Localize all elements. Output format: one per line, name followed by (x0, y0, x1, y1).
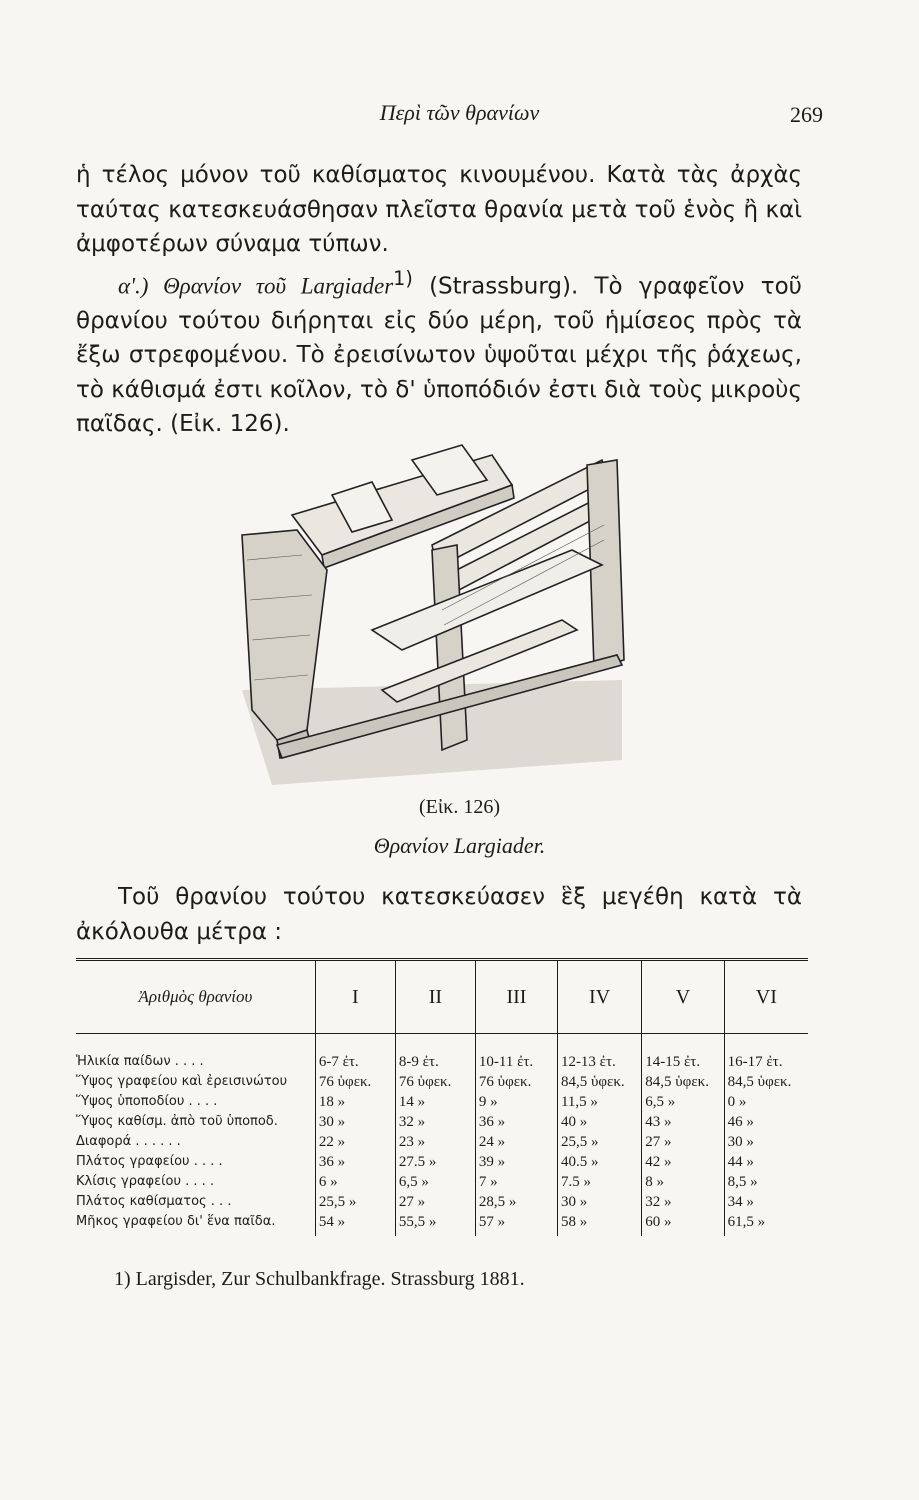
paragraph-2-text: (Strassburg). Τὸ γραφεῖον τοῦ θρανίου τούτου διήρηται εἰς δύο μέρη, τοῦ ἡμίσεος πρὸς τὰ ἔξω στρεφομένου. Τὸ ἐρεισίνωτον ὑψοῦται μέχρι τῆς ῥάχεως, τὸ κάθισμά ἐστι κοῖλον, τὸ δ' ὑποπόδιόν ἐστι διὰ τοὺς μικροὺς παῖδας. (Εἰκ. 126). (76, 273, 802, 438)
table-cell: 14 » (395, 1092, 475, 1112)
table-cell: 84,5 ὑφεκ. (642, 1072, 724, 1092)
table-cell: 10-11 ἐτ. (475, 1034, 557, 1073)
table-cell: 6,5 » (395, 1172, 475, 1192)
table-cell: 8,5 » (724, 1172, 808, 1192)
bench-illustration (232, 440, 632, 788)
table-cell: 40.5 » (557, 1152, 641, 1172)
table-row (76, 1172, 808, 1192)
table-cell: 84,5 ὑφεκ. (724, 1072, 808, 1092)
table-cell: 9 » (475, 1092, 557, 1112)
table-cell: 14-15 ἐτ. (642, 1034, 724, 1073)
row-label: Πλάτος γραφείου . . . . (76, 1154, 223, 1169)
school-bench-drawing (232, 440, 632, 788)
column-header: III (475, 960, 557, 1034)
column-header: V (642, 960, 724, 1034)
body-text (76, 158, 802, 442)
table-cell: 27 » (642, 1132, 724, 1152)
table-cell: 7.5 » (557, 1172, 641, 1192)
row-label: Πλάτος καθίσματος . . . (76, 1194, 232, 1209)
row-label: Ὕψος γραφείου καὶ ἐρεισινώτου (76, 1074, 288, 1089)
table-row (76, 1072, 808, 1092)
measurements-table (76, 958, 808, 1236)
section-heading: α'.) Θρανίον τοῦ Largiader (118, 273, 394, 299)
running-title: Περὶ τῶν θρανίων (379, 100, 540, 125)
row-header-label: Ἀριθμὸς θρανίου (138, 987, 253, 1006)
page-number: 269 (790, 102, 823, 127)
table-row (76, 1192, 808, 1212)
table-cell: 43 » (642, 1112, 724, 1132)
table-cell: 36 » (315, 1152, 395, 1172)
row-label: Ὕψος ὑποποδίου . . . . (76, 1094, 218, 1109)
table-row (76, 1034, 808, 1073)
table-row (76, 1132, 808, 1152)
table-cell: 76 ὑφεκ. (395, 1072, 475, 1092)
table-cell: 6 » (315, 1172, 395, 1192)
footnote: 1) Largisder, Zur Schulbankfrage. Strassburg 1881. (114, 1268, 525, 1290)
column-header: II (395, 960, 475, 1034)
table-cell: 30 » (557, 1192, 641, 1212)
table-header-row (76, 960, 808, 1034)
column-header: IV (557, 960, 641, 1034)
table-cell: 58 » (557, 1212, 641, 1236)
table-intro: Τοῦ θρανίου τούτου κατεσκεύασεν ἓξ μεγέθη κατὰ τὰ ἀκόλουθα μέτρα : (76, 884, 802, 945)
table-cell: 7 » (475, 1172, 557, 1192)
table-cell: 16-17 ἐτ. (724, 1034, 808, 1073)
table-row (76, 1152, 808, 1172)
row-label: Ἡλικία παίδων . . . . (76, 1054, 204, 1069)
table-row (76, 1212, 808, 1236)
footnote-mark: 1) (393, 266, 413, 290)
table-row (76, 1112, 808, 1132)
table-cell: 42 » (642, 1152, 724, 1172)
table-cell: 27.5 » (395, 1152, 475, 1172)
figure-title: Θρανίον Largiader. (373, 833, 546, 858)
table-cell: 84,5 ὑφεκ. (557, 1072, 641, 1092)
page-header (0, 100, 919, 140)
table-cell: 11,5 » (557, 1092, 641, 1112)
table-cell: 36 » (475, 1112, 557, 1132)
table-cell: 34 » (724, 1192, 808, 1212)
row-label: Κλίσις γραφείου . . . . (76, 1174, 215, 1189)
table-cell: 32 » (395, 1112, 475, 1132)
row-label: Διαφορά . . . . . . (76, 1134, 181, 1149)
table-cell: 30 » (724, 1132, 808, 1152)
table-cell: 39 » (475, 1152, 557, 1172)
table-cell: 6,5 » (642, 1092, 724, 1112)
table-cell: 8 » (642, 1172, 724, 1192)
table-cell: 46 » (724, 1112, 808, 1132)
table-cell: 24 » (475, 1132, 557, 1152)
row-label: Μῆκος γραφείου δι' ἕνα παῖδα. (76, 1214, 276, 1229)
table-cell: 25,5 » (315, 1192, 395, 1212)
table-cell: 57 » (475, 1212, 557, 1236)
table-cell: 40 » (557, 1112, 641, 1132)
table-cell: 44 » (724, 1152, 808, 1172)
table-cell: 23 » (395, 1132, 475, 1152)
table-cell: 32 » (642, 1192, 724, 1212)
row-label: Ὕψος καθίσμ. ἀπὸ τοῦ ὑποποδ. (76, 1114, 278, 1129)
table-cell: 76 ὑφεκ. (475, 1072, 557, 1092)
paragraph-1: ἡ τέλος μόνον τοῦ καθίσματος κινουμένου. Κατὰ τὰς ἀρχὰς ταύτας κατεσκευάσθησαν πλεῖστα θρανία μετὰ τοῦ ἑνὸς ἢ καὶ ἀμφοτέρων σύναμα τύπων. (76, 162, 802, 257)
table-cell: 27 » (395, 1192, 475, 1212)
table-cell: 25,5 » (557, 1132, 641, 1152)
table-cell: 12-13 ἐτ. (557, 1034, 641, 1073)
table-cell: 76 ὑφεκ. (315, 1072, 395, 1092)
table-cell: 54 » (315, 1212, 395, 1236)
column-header: VI (724, 960, 808, 1034)
paragraph-2 (76, 262, 802, 442)
table-cell: 28,5 » (475, 1192, 557, 1212)
table-cell: 6-7 ἐτ. (315, 1034, 395, 1073)
table-cell: 55,5 » (395, 1212, 475, 1236)
table-cell: 8-9 ἐτ. (395, 1034, 475, 1073)
table-cell: 0 » (724, 1092, 808, 1112)
table-cell: 22 » (315, 1132, 395, 1152)
table-cell: 30 » (315, 1112, 395, 1132)
table-cell: 18 » (315, 1092, 395, 1112)
table-row (76, 1092, 808, 1112)
table-cell: 60 » (642, 1212, 724, 1236)
figure-number: (Εἰκ. 126) (419, 796, 500, 818)
column-header: I (315, 960, 395, 1034)
table-cell: 61,5 » (724, 1212, 808, 1236)
